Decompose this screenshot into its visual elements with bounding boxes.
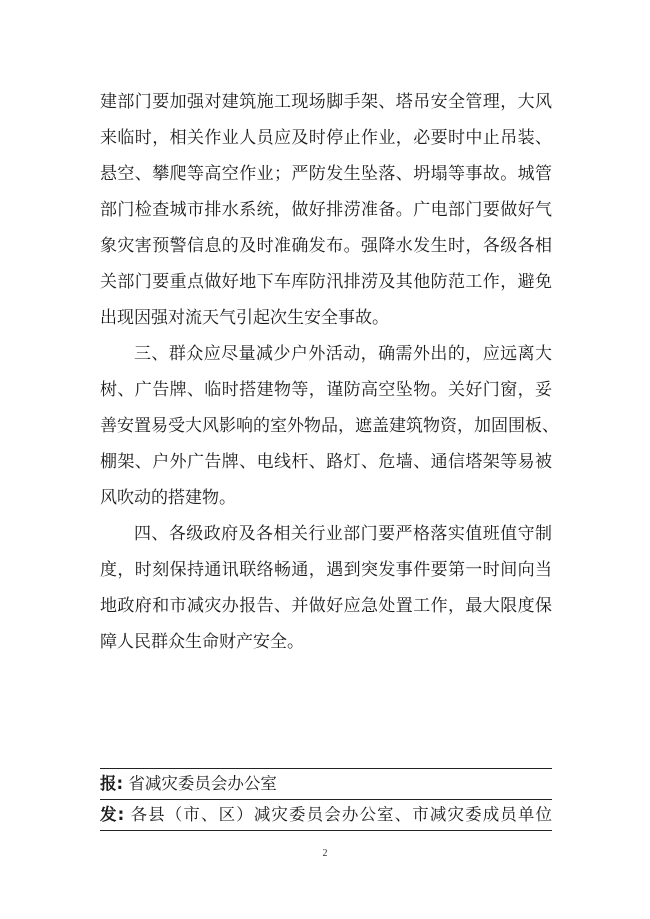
- paragraph-three-start: 三、群众应尽量减少户外活动，确需外出的，应远离大: [134, 344, 552, 364]
- distribution-footer: [100, 768, 552, 831]
- body-line: 出现因强对流天气引起次生安全事故。: [100, 308, 389, 328]
- report-recipient: 省减灾委员会办公室: [128, 774, 277, 793]
- send-label: 发:: [100, 805, 125, 824]
- report-row: [100, 769, 552, 799]
- body-line: 象灾害预警信息的及时准确发布。强降水发生时，各级各相: [100, 236, 552, 256]
- send-row: [100, 800, 552, 830]
- footer-bottom-rule: [100, 830, 552, 831]
- send-recipients: 各县（市、区）减灾委员会办公室、市减灾委成员单位: [130, 805, 553, 824]
- body-line: 建部门要加强对建筑施工现场脚手架、塔吊安全管理，大风: [100, 92, 552, 112]
- paragraph-four-start: 四、各级政府及各相关行业部门要严格落实值班值守制: [134, 524, 552, 544]
- body-line: 关部门要重点做好地下车库防汛排涝及其他防范工作，避免: [100, 272, 552, 292]
- body-line: 风吹动的搭建物。: [100, 488, 236, 508]
- report-label: 报:: [100, 774, 124, 793]
- body-line: 障人民群众生命财产安全。: [100, 632, 304, 652]
- body-line: 棚架、户外广告牌、电线杆、路灯、危墙、通信塔架等易被: [100, 452, 552, 472]
- body-line: 来临时，相关作业人员应及时停止作业，必要时中止吊装、: [100, 128, 552, 148]
- body-line: 善安置易受大风影响的室外物品，遮盖建筑物资，加固围板、: [100, 416, 559, 436]
- page-number: 2: [322, 848, 328, 859]
- body-line: 悬空、攀爬等高空作业；严防发生坠落、坍塌等事故。城管: [100, 164, 552, 184]
- body-line: 部门检查城市排水系统，做好排涝准备。广电部门要做好气: [100, 200, 552, 220]
- document-body: [100, 84, 559, 660]
- body-line: 地政府和市减灾办报告、并做好应急处置工作，最大限度保: [100, 596, 552, 616]
- body-line: 树、广告牌、临时搭建物等，谨防高空坠物。关好门窗，妥: [100, 380, 552, 400]
- body-line: 度，时刻保持通讯联络畅通，遇到突发事件要第一时间向当: [100, 560, 552, 580]
